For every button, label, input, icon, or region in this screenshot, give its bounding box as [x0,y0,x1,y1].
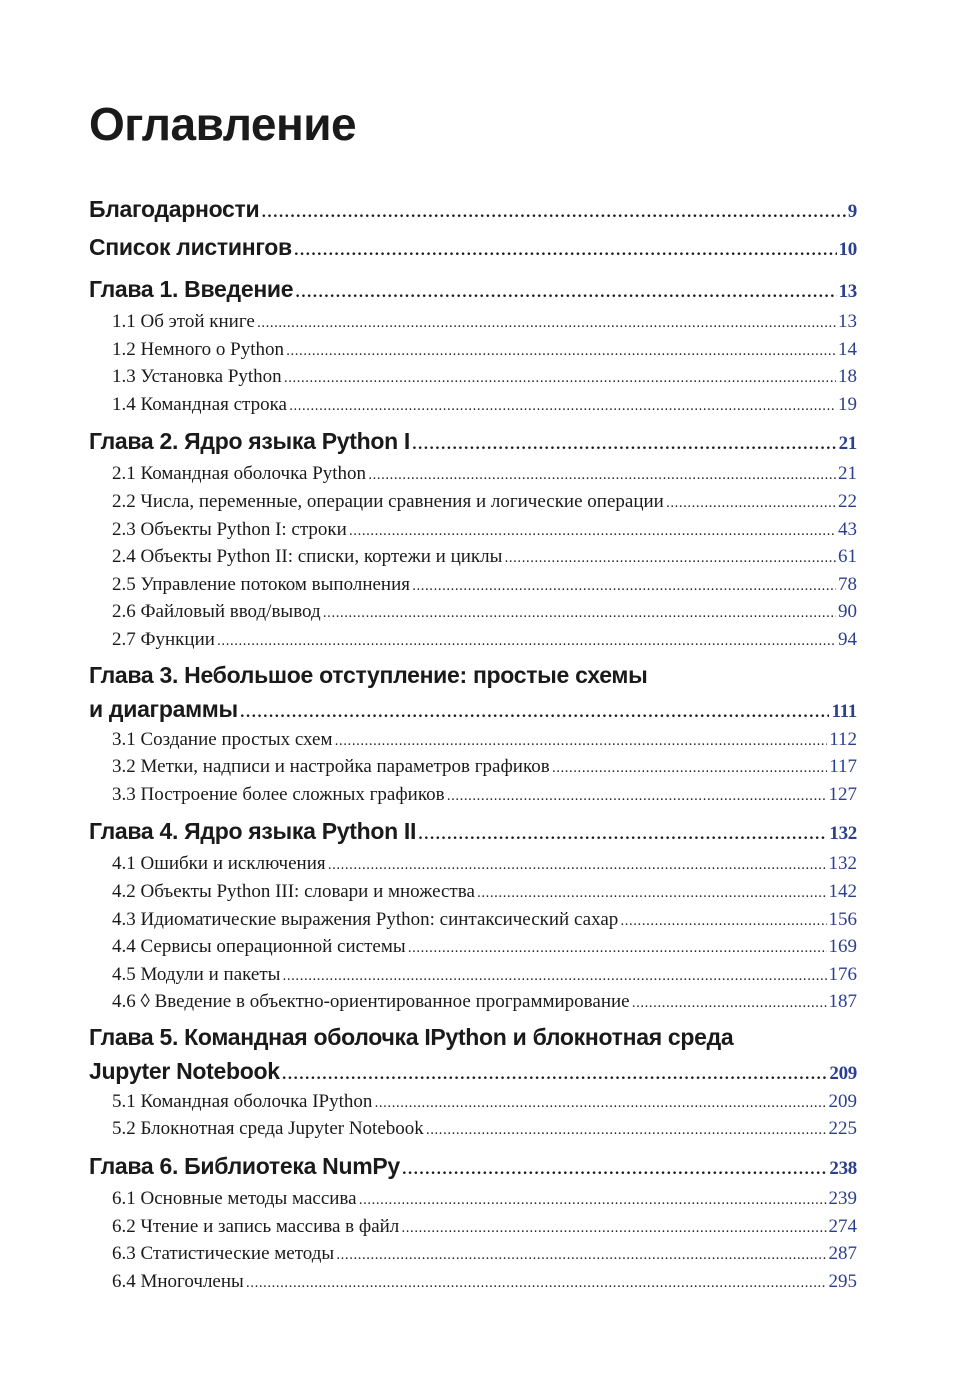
section-entry-title: 6.1 Основные методы массива [112,1188,357,1210]
section-entry-title: 1.3 Установка Python [112,366,282,388]
section-entry-title: 6.2 Чтение и запись массива в файл [112,1215,400,1237]
section-entry-page-number[interactable]: 22 [838,490,857,512]
section-entry-title: 6.4 Многочлены [112,1270,244,1292]
chapter-entry[interactable] [89,1054,857,1088]
section-entry-page-number[interactable]: 78 [838,573,857,595]
section-entry-title: 1.2 Немного о Python [112,338,285,360]
section-entry-page-number[interactable]: 239 [828,1188,857,1210]
section-entry[interactable] [89,878,857,906]
chapter-entry-page-number[interactable]: 132 [829,823,857,845]
toc-front-entry[interactable] [89,190,857,228]
section-entry[interactable] [89,598,857,626]
section-entry-title: 3.2 Метки, надписи и настройка параметров графиков [112,756,550,778]
chapter-entry[interactable] [89,422,857,460]
dot-leader [632,990,827,1018]
section-entry-page-number[interactable]: 43 [838,518,857,540]
section-entry-page-number[interactable]: 117 [829,756,857,778]
section-entry[interactable] [89,626,857,654]
dot-leader [336,1242,826,1270]
chapter-entry-title: Глава 6. Библиотека NumPy [89,1153,400,1180]
chapter-heading[interactable] [89,1020,857,1088]
section-entry-title: 4.5 Модули и пакеты [112,963,281,985]
dot-leader [368,462,836,490]
chapter-entry[interactable] [89,270,857,308]
dot-leader [418,816,827,854]
section-entry-title: 4.4 Сервисы операционной системы [112,936,406,958]
section-entry-page-number[interactable]: 225 [828,1118,857,1140]
chapter-entry-title: Глава 4. Ядро языка Python II [89,818,417,845]
chapter-entry-title: Глава 1. Введение [89,276,294,302]
section-entry-title: 5.1 Командная оболочка IPython [112,1090,373,1112]
toc-front-entry-title: Благодарности [89,196,260,222]
section-entry-title: 6.3 Статистические методы [112,1243,335,1265]
section-entry-title: 1.4 Командная строка [112,393,287,415]
section-entry[interactable] [89,1213,857,1241]
chapter-entry-page-number[interactable]: 238 [829,1158,857,1180]
table-of-contents [89,190,857,1295]
chapter-entry-page-number[interactable]: 21 [838,433,857,455]
section-entry[interactable] [89,961,857,989]
dot-leader [282,1058,828,1092]
dot-leader [359,1187,827,1215]
dot-leader [286,338,836,366]
section-entry-page-number[interactable]: 156 [828,908,857,930]
section-entry-title: 2.5 Управление потоком выполнения [112,573,410,595]
section-entry-title: 2.2 Числа, переменные, операции сравнения и логические операции [112,490,664,512]
section-entry-title: 2.6 Файловый ввод/вывод [112,601,321,623]
chapter-entry-page-number[interactable]: 13 [838,281,857,302]
section-entry-page-number[interactable]: 61 [838,546,857,568]
chapter-entry-title: и диаграммы [89,695,238,722]
section-entry-title: 2.7 Функции [112,628,215,650]
dot-leader [246,1270,827,1298]
section-entry-page-number[interactable]: 295 [828,1270,857,1292]
section-entry-page-number[interactable]: 127 [828,783,857,805]
section-entry[interactable] [89,850,857,878]
section-entry[interactable] [89,781,857,809]
toc-front-entry[interactable] [89,228,857,266]
section-entry-title: 5.2 Блокнотная среда Jupyter Notebook [112,1118,424,1140]
chapter-entry[interactable] [89,812,857,850]
dot-leader [289,393,836,421]
section-entry[interactable] [89,1268,857,1296]
toc-front-entry-page-number[interactable]: 9 [847,201,857,222]
dot-leader [349,518,836,546]
dot-leader [412,573,836,601]
section-entry-page-number[interactable]: 112 [829,728,857,750]
section-entry-page-number[interactable]: 176 [828,963,857,985]
section-entry-page-number[interactable]: 94 [838,628,857,650]
dot-leader [374,1090,826,1118]
section-entry-page-number[interactable]: 13 [838,311,857,332]
section-entry[interactable] [89,1088,857,1116]
section-entry[interactable] [89,308,857,336]
section-entry-page-number[interactable]: 287 [828,1243,857,1265]
toc-front-entry-page-number[interactable]: 10 [838,239,857,260]
section-entry-title: 3.1 Создание простых схем [112,728,333,750]
section-entry[interactable] [89,1115,857,1143]
dot-leader [335,728,828,756]
dot-leader [401,1215,826,1243]
chapter-entry-title: Глава 2. Ядро языка Python I [89,428,411,455]
section-entry[interactable] [89,988,857,1016]
section-entry[interactable] [89,460,857,488]
dot-leader [426,1117,827,1145]
section-entry-title: 2.4 Объекты Python II: списки, кортежи и циклы [112,546,503,568]
dot-leader [402,1151,827,1189]
section-entry[interactable] [89,543,857,571]
section-entry[interactable] [89,363,857,391]
dot-leader [295,274,836,312]
page-title: Оглавление [89,98,357,150]
dot-leader [261,194,845,232]
toc-front-entry-title: Список листингов [89,234,292,260]
section-entry-page-number[interactable]: 274 [828,1215,857,1237]
dot-leader [666,490,836,518]
section-entry-page-number[interactable]: 132 [828,853,857,875]
section-entry[interactable] [89,1185,857,1213]
section-entry-title: 4.2 Объекты Python III: словари и множества [112,880,475,902]
section-entry-page-number[interactable]: 90 [838,601,857,623]
dot-leader [552,755,827,783]
section-entry-page-number[interactable]: 14 [838,338,857,360]
section-entry[interactable] [89,336,857,364]
dot-leader [284,365,836,393]
section-entry[interactable] [89,488,857,516]
chapter-entry-title: Jupyter Notebook [89,1057,280,1084]
section-entry-title: 1.1 Об этой книге [112,311,255,332]
dot-leader [257,310,836,338]
section-entry-page-number[interactable]: 209 [828,1090,857,1112]
section-entry-title: 4.6 ◊ Введение в объектно-ориентированное программирование [112,991,630,1013]
section-entry[interactable] [89,726,857,754]
section-entry-title: 4.3 Идиоматические выражения Python: синтаксический сахар [112,908,619,930]
section-entry-page-number[interactable]: 187 [828,991,857,1013]
dot-leader [408,935,827,963]
dot-leader [477,880,827,908]
section-entry[interactable] [89,906,857,934]
section-entry-title: 2.1 Командная оболочка Python [112,463,367,485]
section-entry[interactable] [89,516,857,544]
section-entry-page-number[interactable]: 18 [838,366,857,388]
chapter-heading[interactable] [89,658,857,726]
dot-leader [240,696,830,730]
dot-leader [412,426,837,464]
dot-leader [504,545,836,573]
dot-leader [447,783,827,811]
section-entry-page-number[interactable]: 19 [838,393,857,415]
chapter-title-line1: Глава 3. Небольшое отступление: простые схемы [89,661,648,688]
dot-leader [294,232,837,270]
section-entry-page-number[interactable]: 169 [828,936,857,958]
section-entry[interactable] [89,753,857,781]
dot-leader [620,908,826,936]
section-entry-page-number[interactable]: 21 [838,463,857,485]
dot-leader [217,628,836,656]
section-entry-title: 3.3 Построение более сложных графиков [112,783,445,805]
section-entry[interactable] [89,1240,857,1268]
section-entry[interactable] [89,933,857,961]
chapter-entry-page-number[interactable]: 209 [829,1062,857,1084]
section-entry[interactable] [89,571,857,599]
chapter-entry[interactable] [89,1147,857,1185]
section-entry-title: 4.1 Ошибки и исключения [112,853,326,875]
chapter-title-line1: Глава 5. Командная оболочка IPython и блокнотная среда [89,1023,734,1050]
dot-leader [282,963,826,991]
section-entry-title: 2.3 Объекты Python I: строки [112,518,347,540]
dot-leader [328,852,827,880]
section-entry-page-number[interactable]: 142 [828,880,857,902]
section-entry[interactable] [89,391,857,419]
chapter-entry-page-number[interactable]: 111 [831,700,857,722]
chapter-entry[interactable] [89,692,857,726]
dot-leader [323,600,836,628]
